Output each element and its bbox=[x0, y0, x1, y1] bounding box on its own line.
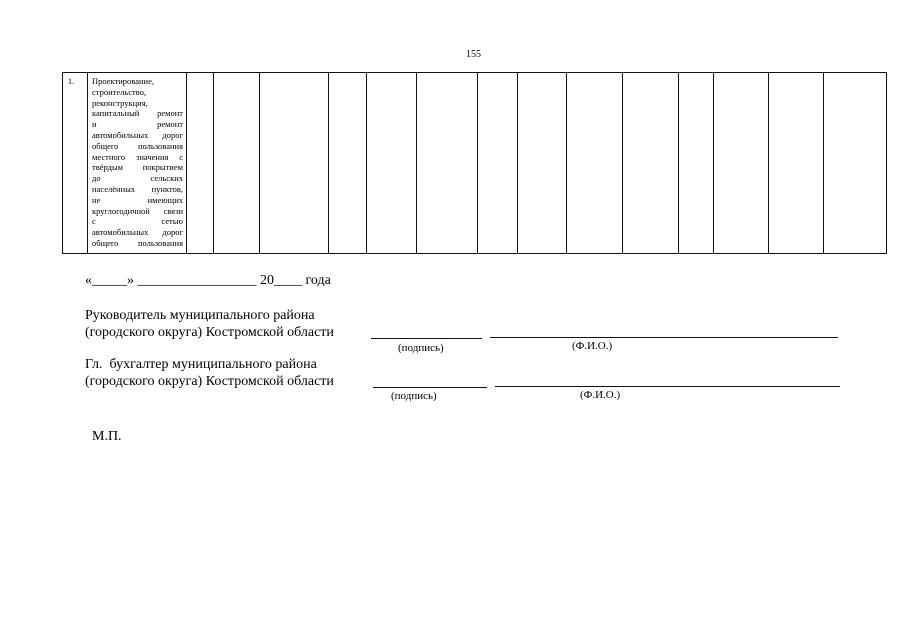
row-number-cell bbox=[63, 73, 88, 254]
head-name-line bbox=[490, 337, 838, 338]
description-line: круглогодичной связи bbox=[92, 205, 183, 216]
date-line: «_____» _________________ 20____ года bbox=[85, 273, 331, 288]
description-line: автомобильных дорог bbox=[92, 129, 183, 140]
head-signature-caption: (подпись) bbox=[398, 342, 444, 354]
accountant-signature-caption: (подпись) bbox=[391, 390, 437, 402]
empty-cell bbox=[260, 73, 329, 254]
empty-cell bbox=[478, 73, 518, 254]
empty-cell bbox=[714, 73, 769, 254]
description-line: не имеющих bbox=[92, 194, 183, 205]
empty-cell bbox=[824, 73, 887, 254]
report-table bbox=[62, 72, 887, 254]
empty-cell bbox=[329, 73, 367, 254]
row-number: 1. bbox=[68, 77, 74, 86]
accountant-signature-line bbox=[373, 387, 487, 388]
accountant-name-caption: (Ф.И.О.) bbox=[580, 389, 621, 401]
empty-cell bbox=[679, 73, 714, 254]
accountant-title-line2: (городского округа) Костромской области bbox=[85, 374, 334, 389]
table-row bbox=[63, 73, 887, 254]
head-name-caption: (Ф.И.О.) bbox=[572, 340, 613, 352]
description-line: и ремонт bbox=[92, 119, 183, 130]
empty-cell bbox=[567, 73, 623, 254]
empty-cell bbox=[769, 73, 824, 254]
description-line: автомобильных дорог bbox=[92, 227, 183, 238]
page-number: 155 bbox=[466, 49, 481, 60]
description-line: с сетью bbox=[92, 216, 183, 227]
head-title-line2: (городского округа) Костромской области bbox=[85, 325, 334, 340]
accountant-title-line1: Гл. бухгалтер муниципального района bbox=[85, 357, 317, 372]
stamp-label: М.П. bbox=[92, 429, 122, 444]
description-line: Проектирование, bbox=[92, 76, 154, 86]
description-line: капитальный ремонт bbox=[92, 108, 183, 119]
row-description-cell bbox=[88, 73, 187, 254]
empty-cell bbox=[518, 73, 567, 254]
empty-cell bbox=[214, 73, 260, 254]
description-line: общего пользования bbox=[92, 237, 183, 248]
description-line: реконструкция, bbox=[92, 97, 148, 108]
description-line: населённых пунктов, bbox=[92, 183, 183, 194]
description-line: местного значения с bbox=[92, 151, 183, 162]
description-line: до сельских bbox=[92, 173, 183, 184]
empty-cell bbox=[367, 73, 417, 254]
empty-cell bbox=[623, 73, 679, 254]
head-signature-line bbox=[371, 338, 482, 339]
description-line: общего пользования bbox=[92, 140, 183, 151]
empty-cell bbox=[187, 73, 214, 254]
empty-cell bbox=[417, 73, 478, 254]
description-line: твёрдым покрытием bbox=[92, 162, 183, 173]
description-line: строительство, bbox=[92, 86, 147, 97]
accountant-name-line bbox=[495, 386, 840, 387]
head-title-line1: Руководитель муниципального района bbox=[85, 308, 315, 323]
